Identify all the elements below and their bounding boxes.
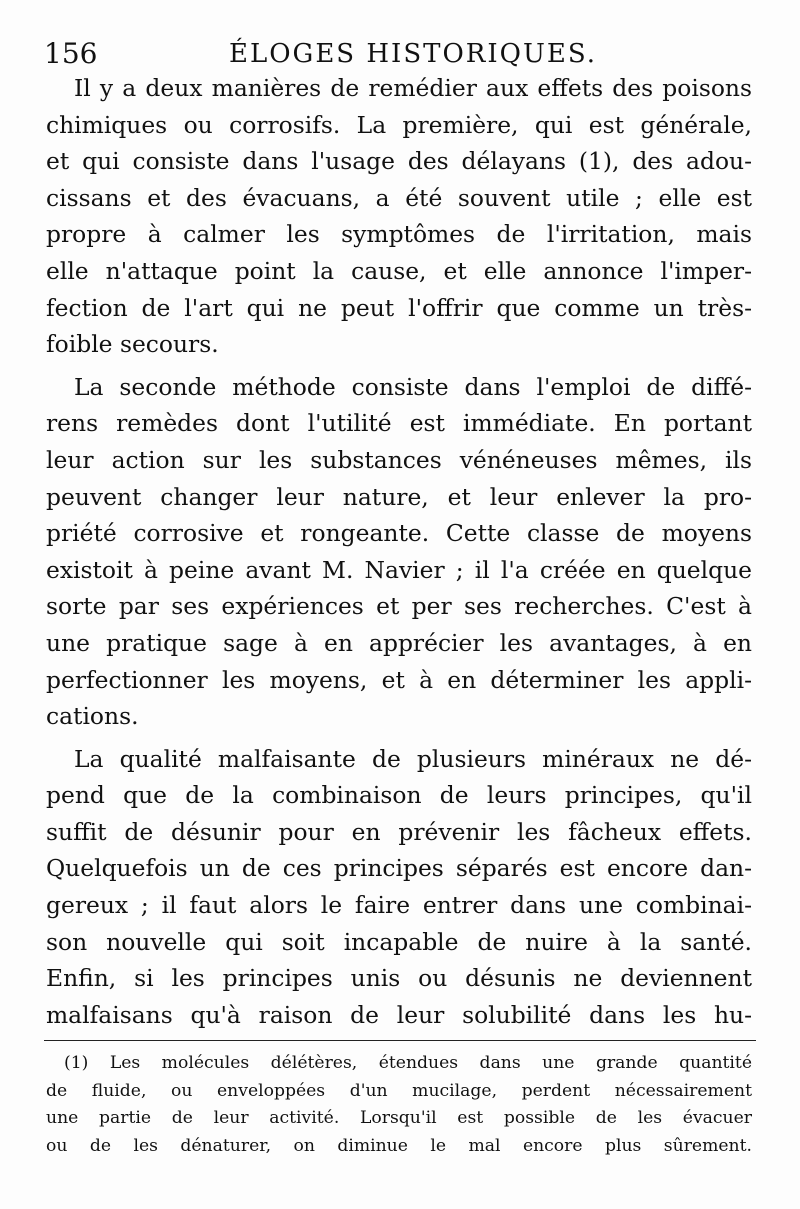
text-line: priété corrosive et rongeante. Cette classe de moyens [46,519,752,548]
text-line: foible secours. [46,330,219,359]
footnote-line: de fluide, ou enveloppées d'un mucilage, perdent nécessairement [46,1080,752,1101]
text-line: elle n'attaque point la cause, et elle annonce l'imper- [46,256,752,285]
footnote-line: ou de les dénaturer, on diminue le mal encore plus sûrement. [46,1135,752,1156]
paragraph [46,741,752,1034]
text-line: La seconde méthode consiste dans l'emploi de diffé- [74,372,752,401]
text-line: leur action sur les substances vénéneuses mêmes, ils [46,445,752,474]
text-line: peuvent changer leur nature, et leur enlever la pro- [46,482,752,511]
text-line: sorte par ses expériences et per ses recherches. C'est à [46,592,752,621]
text-line: malfaisans qu'à raison de leur solubilité dans les hu- [46,1000,752,1029]
text-line: une pratique sage à en apprécier les avantages, à en [46,628,752,657]
text-line: chimiques ou corrosifs. La première, qui est générale, [46,110,752,139]
text-line: suffit de désunir pour en prévenir les fâcheux effets. [46,817,752,846]
text-line: rens remèdes dont l'utilité est immédiate. En portant [46,409,752,438]
text-line: perfectionner les moyens, et à en déterminer les appli- [46,665,752,694]
paragraph [46,369,752,735]
text-line: cissans et des évacuans, a été souvent utile ; elle est [46,183,752,212]
text-line: Il y a deux manières de remédier aux effets des poisons [74,74,752,102]
footnote-line: une partie de leur activité. Lorsqu'il est possible de les évacuer [46,1108,752,1128]
footnote [46,1050,752,1160]
footnote-rule [44,1040,756,1041]
text-line: son nouvelle qui soit incapable de nuire à la santé. [46,927,752,956]
running-title: ÉLOGES HISTORIQUES. [229,39,598,69]
body-text [46,70,752,1039]
text-line: Enfin, si les principes unis ou désunis ne deviennent [46,964,752,993]
text-line: fection de l'art qui ne peut l'offrir que comme un très- [46,293,752,322]
paragraph [46,70,752,363]
text-line: cations. [46,702,139,731]
text-line: propre à calmer les symptômes de l'irritation, mais [46,220,752,249]
footnote-line: (1) Les molécules délétères, étendues dans une grande quantité [64,1053,752,1073]
text-line: et qui consiste dans l'usage des délayans (1), des adou- [46,147,752,176]
page-header [44,34,764,74]
text-line: existoit à peine avant M. Navier ; il l'a créée en quelque [46,555,752,584]
text-line: Quelquefois un de ces principes séparés est encore dan- [46,854,752,883]
text-line: gereux ; il faut alors le faire entrer dans une combinai- [46,891,752,920]
text-line: La qualité malfaisante de plusieurs minéraux ne dé- [74,744,752,773]
page-number: 156 [44,37,98,70]
text-line: pend que de la combinaison de leurs principes, qu'il [46,781,752,810]
